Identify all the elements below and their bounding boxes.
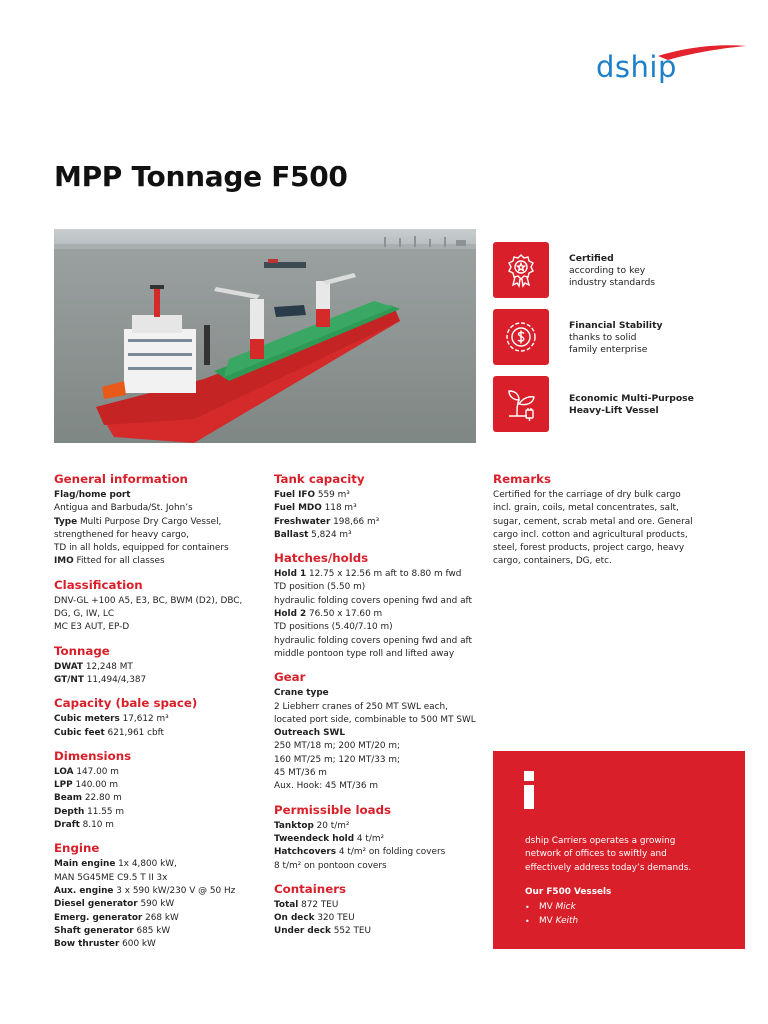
type-line3: TD in all holds, equipped for containers <box>54 543 229 554</box>
main-engine-value: 1x 4,800 kW, <box>115 859 177 870</box>
gear-heading: Gear <box>274 670 306 685</box>
outreach-line4: Aux. Hook: 45 MT/36 m <box>274 781 379 792</box>
crane-line1: 2 Liebherr cranes of 250 MT SWL each, <box>274 701 448 712</box>
remarks-line: Certified for the carriage of dry bulk cargo <box>493 490 681 500</box>
tanktop-value: 20 t/m² <box>313 820 350 831</box>
feature-line: thanks to solid <box>569 332 637 343</box>
holds-heading: Hatches/holds <box>274 551 369 566</box>
remarks-line: incl. grain, coils, metal concentrates, salt, <box>493 503 679 514</box>
feature-certified-text <box>569 253 655 289</box>
hold2-value: 76.50 x 17.60 m <box>306 609 383 620</box>
hold1-value: 12.75 x 12.56 m aft to 8.80 m fwd <box>306 569 462 580</box>
shaft-generator-value: 685 kW <box>133 925 171 936</box>
feature-line: according to key <box>569 265 646 276</box>
dimensions-heading: Dimensions <box>54 748 132 763</box>
hatchcovers-label: Hatchcovers <box>274 847 337 858</box>
column-left <box>54 470 259 951</box>
tanktop-label: Tanktop <box>274 820 314 831</box>
column-right <box>493 470 723 569</box>
lpp-value: 140.00 m <box>72 780 119 791</box>
hold2-line4: middle pontoon type roll and lifted away <box>274 648 455 659</box>
lpp-label: LPP <box>54 780 73 791</box>
freshwater-value: 198,66 m³ <box>330 516 380 527</box>
gt-label: GT/NT <box>54 674 84 685</box>
crane-line2: located port side, combinable to 500 MT SWL <box>274 714 476 725</box>
flag-value: Antigua and Barbuda/St. John’s <box>54 503 193 514</box>
remarks-line: cargo incl. cotton and agricultural products, <box>493 529 688 540</box>
draft-value: 8.10 m <box>79 820 114 831</box>
outreach-line3: 45 MT/36 m <box>274 768 327 779</box>
cubic-feet-label: Cubic feet <box>54 727 105 738</box>
main-engine-label: Main engine <box>54 859 116 870</box>
vessel-item <box>525 901 578 915</box>
type-line2: strengthened for heavy cargo, <box>54 529 189 540</box>
feature-line: family enterprise <box>569 344 648 355</box>
ballast-value: 5,824 m³ <box>308 529 352 540</box>
type-label: Type <box>54 516 78 527</box>
loads-heading: Permissible loads <box>274 802 392 817</box>
hold1-line3: hydraulic folding covers opening fwd and aft <box>274 595 472 606</box>
fleet-heading: Our F500 Vessels <box>525 887 612 897</box>
outreach-line2: 160 MT/25 m; 120 MT/33 m; <box>274 754 400 765</box>
imo-value: Fitted for all classes <box>73 556 165 567</box>
dship-logo <box>596 44 746 94</box>
total-value: 872 TEU <box>298 899 339 910</box>
ship-photo <box>54 229 476 443</box>
vessel-name: Keith <box>555 915 579 926</box>
outreach-line1: 250 MT/18 m; 200 MT/20 m; <box>274 741 400 752</box>
loa-label: LOA <box>54 766 74 777</box>
fuel-mdo-value: 118 m³ <box>321 503 357 514</box>
crane-type-label: Crane type <box>274 688 329 699</box>
remarks-line: cargo, containers, DG, etc. <box>493 556 612 567</box>
logo-text: dship <box>596 50 677 84</box>
page-title: MPP Tonnage F500 <box>54 160 348 193</box>
classification-line1: DNV-GL +100 A5, E3, BC, BWM (D2), DBC, <box>54 595 243 606</box>
ballast-label: Ballast <box>274 529 309 540</box>
feature-economic-text <box>569 393 694 417</box>
hatchcovers-line2: 8 t/m² on pontoon covers <box>274 860 387 871</box>
plant-plug-icon <box>493 376 549 432</box>
feature-title: Financial Stability <box>569 320 663 331</box>
vessel-prefix: MV <box>539 902 553 912</box>
tweendeck-value: 4 t/m² <box>354 833 385 844</box>
emerg-generator-label: Emerg. generator <box>54 912 143 923</box>
feature-title: Certified <box>569 253 614 264</box>
remarks-heading: Remarks <box>493 472 552 486</box>
containers-heading: Containers <box>274 881 347 896</box>
info-line: network of offices to swiftly and <box>525 849 667 860</box>
engine-heading: Engine <box>54 841 100 856</box>
on-deck-value: 320 TEU <box>314 913 355 924</box>
hold2-line2: TD positions (5.40/7.10 m) <box>274 622 393 633</box>
total-label: Total <box>274 899 299 910</box>
tweendeck-label: Tweendeck hold <box>274 833 355 844</box>
capacity-heading: Capacity (bale space) <box>54 696 198 711</box>
cubic-meters-value: 17,612 m³ <box>119 714 169 725</box>
general-heading: General information <box>54 472 188 486</box>
classification-heading: Classification <box>54 577 143 592</box>
classification-line3: MC E3 AUT, EP-D <box>54 622 130 633</box>
flag-label: Flag/home port <box>54 490 131 500</box>
depth-label: Depth <box>54 806 85 817</box>
info-line: dship Carriers operates a growing <box>525 836 676 846</box>
feature-title: Economic Multi-Purpose <box>569 393 694 404</box>
tonnage-heading: Tonnage <box>54 643 110 658</box>
on-deck-label: On deck <box>274 913 315 924</box>
freshwater-label: Freshwater <box>274 516 331 527</box>
info-box <box>493 751 745 949</box>
under-deck-label: Under deck <box>274 926 331 937</box>
loa-value: 147.00 m <box>73 766 119 777</box>
bow-thruster-value: 600 kW <box>119 939 156 950</box>
certified-badge-icon <box>493 242 549 298</box>
feature-financial-text <box>569 320 662 356</box>
draft-label: Draft <box>54 820 80 831</box>
emerg-generator-value: 268 kW <box>142 912 179 923</box>
feature-economic <box>493 376 723 432</box>
aux-engine-label: Aux. engine <box>54 885 114 896</box>
vessel-item <box>525 915 578 929</box>
fuel-ifo-value: 559 m³ <box>315 490 350 500</box>
under-deck-value: 552 TEU <box>330 926 372 937</box>
classification-line2: DG, G, IW, LC <box>54 609 115 620</box>
hold1-line2: TD position (5.50 m) <box>274 582 366 593</box>
dollar-coin-icon <box>493 309 549 365</box>
fuel-mdo-label: Fuel MDO <box>274 503 322 514</box>
shaft-generator-label: Shaft generator <box>54 925 134 936</box>
feature-certified <box>493 242 723 298</box>
hatchcovers-value: 4 t/m² on folding covers <box>336 847 446 858</box>
bow-thruster-label: Bow thruster <box>54 939 120 950</box>
cubic-feet-value: 621,961 cbft <box>104 727 165 738</box>
dwat-value: 12,248 MT <box>83 661 133 672</box>
remarks-line: sugar, cement, scrab metal and ore. General <box>493 516 693 527</box>
hold2-line3: hydraulic folding covers opening fwd and aft <box>274 635 472 646</box>
hold2-label: Hold 2 <box>274 609 307 620</box>
vessel-prefix: MV <box>539 915 553 926</box>
feature-line: Heavy-Lift Vessel <box>569 405 659 416</box>
main-engine-line2: MAN 5G45ME C9.5 T II 3x <box>54 872 168 883</box>
diesel-generator-value: 590 kW <box>137 899 175 910</box>
info-text <box>525 835 725 875</box>
hold1-label: Hold 1 <box>274 569 307 580</box>
column-middle <box>274 470 486 939</box>
imo-label: IMO <box>54 556 74 567</box>
feature-financial-stability <box>493 309 723 365</box>
outreach-label: Outreach SWL <box>274 728 345 739</box>
vessel-list <box>525 901 578 928</box>
diesel-generator-label: Diesel generator <box>54 899 138 910</box>
beam-value: 22.80 m <box>82 793 122 804</box>
cubic-meters-label: Cubic meters <box>54 714 120 725</box>
depth-value: 11.55 m <box>84 806 125 817</box>
gt-value: 11,494/4,387 <box>83 674 147 685</box>
remarks-line: steel, forest products, project cargo, heavy <box>493 543 685 554</box>
dwat-label: DWAT <box>54 661 83 672</box>
info-line: effectively address today’s demands. <box>525 862 692 873</box>
beam-label: Beam <box>54 793 83 804</box>
tank-heading: Tank capacity <box>274 472 365 486</box>
type-value: Multi Purpose Dry Cargo Vessel, <box>77 516 222 527</box>
aux-engine-value: 3 x 590 kW/230 V @ 50 Hz <box>113 885 236 896</box>
fuel-ifo-label: Fuel IFO <box>274 490 315 500</box>
feature-line: industry standards <box>569 277 656 288</box>
vessel-name: Mick <box>555 902 576 912</box>
